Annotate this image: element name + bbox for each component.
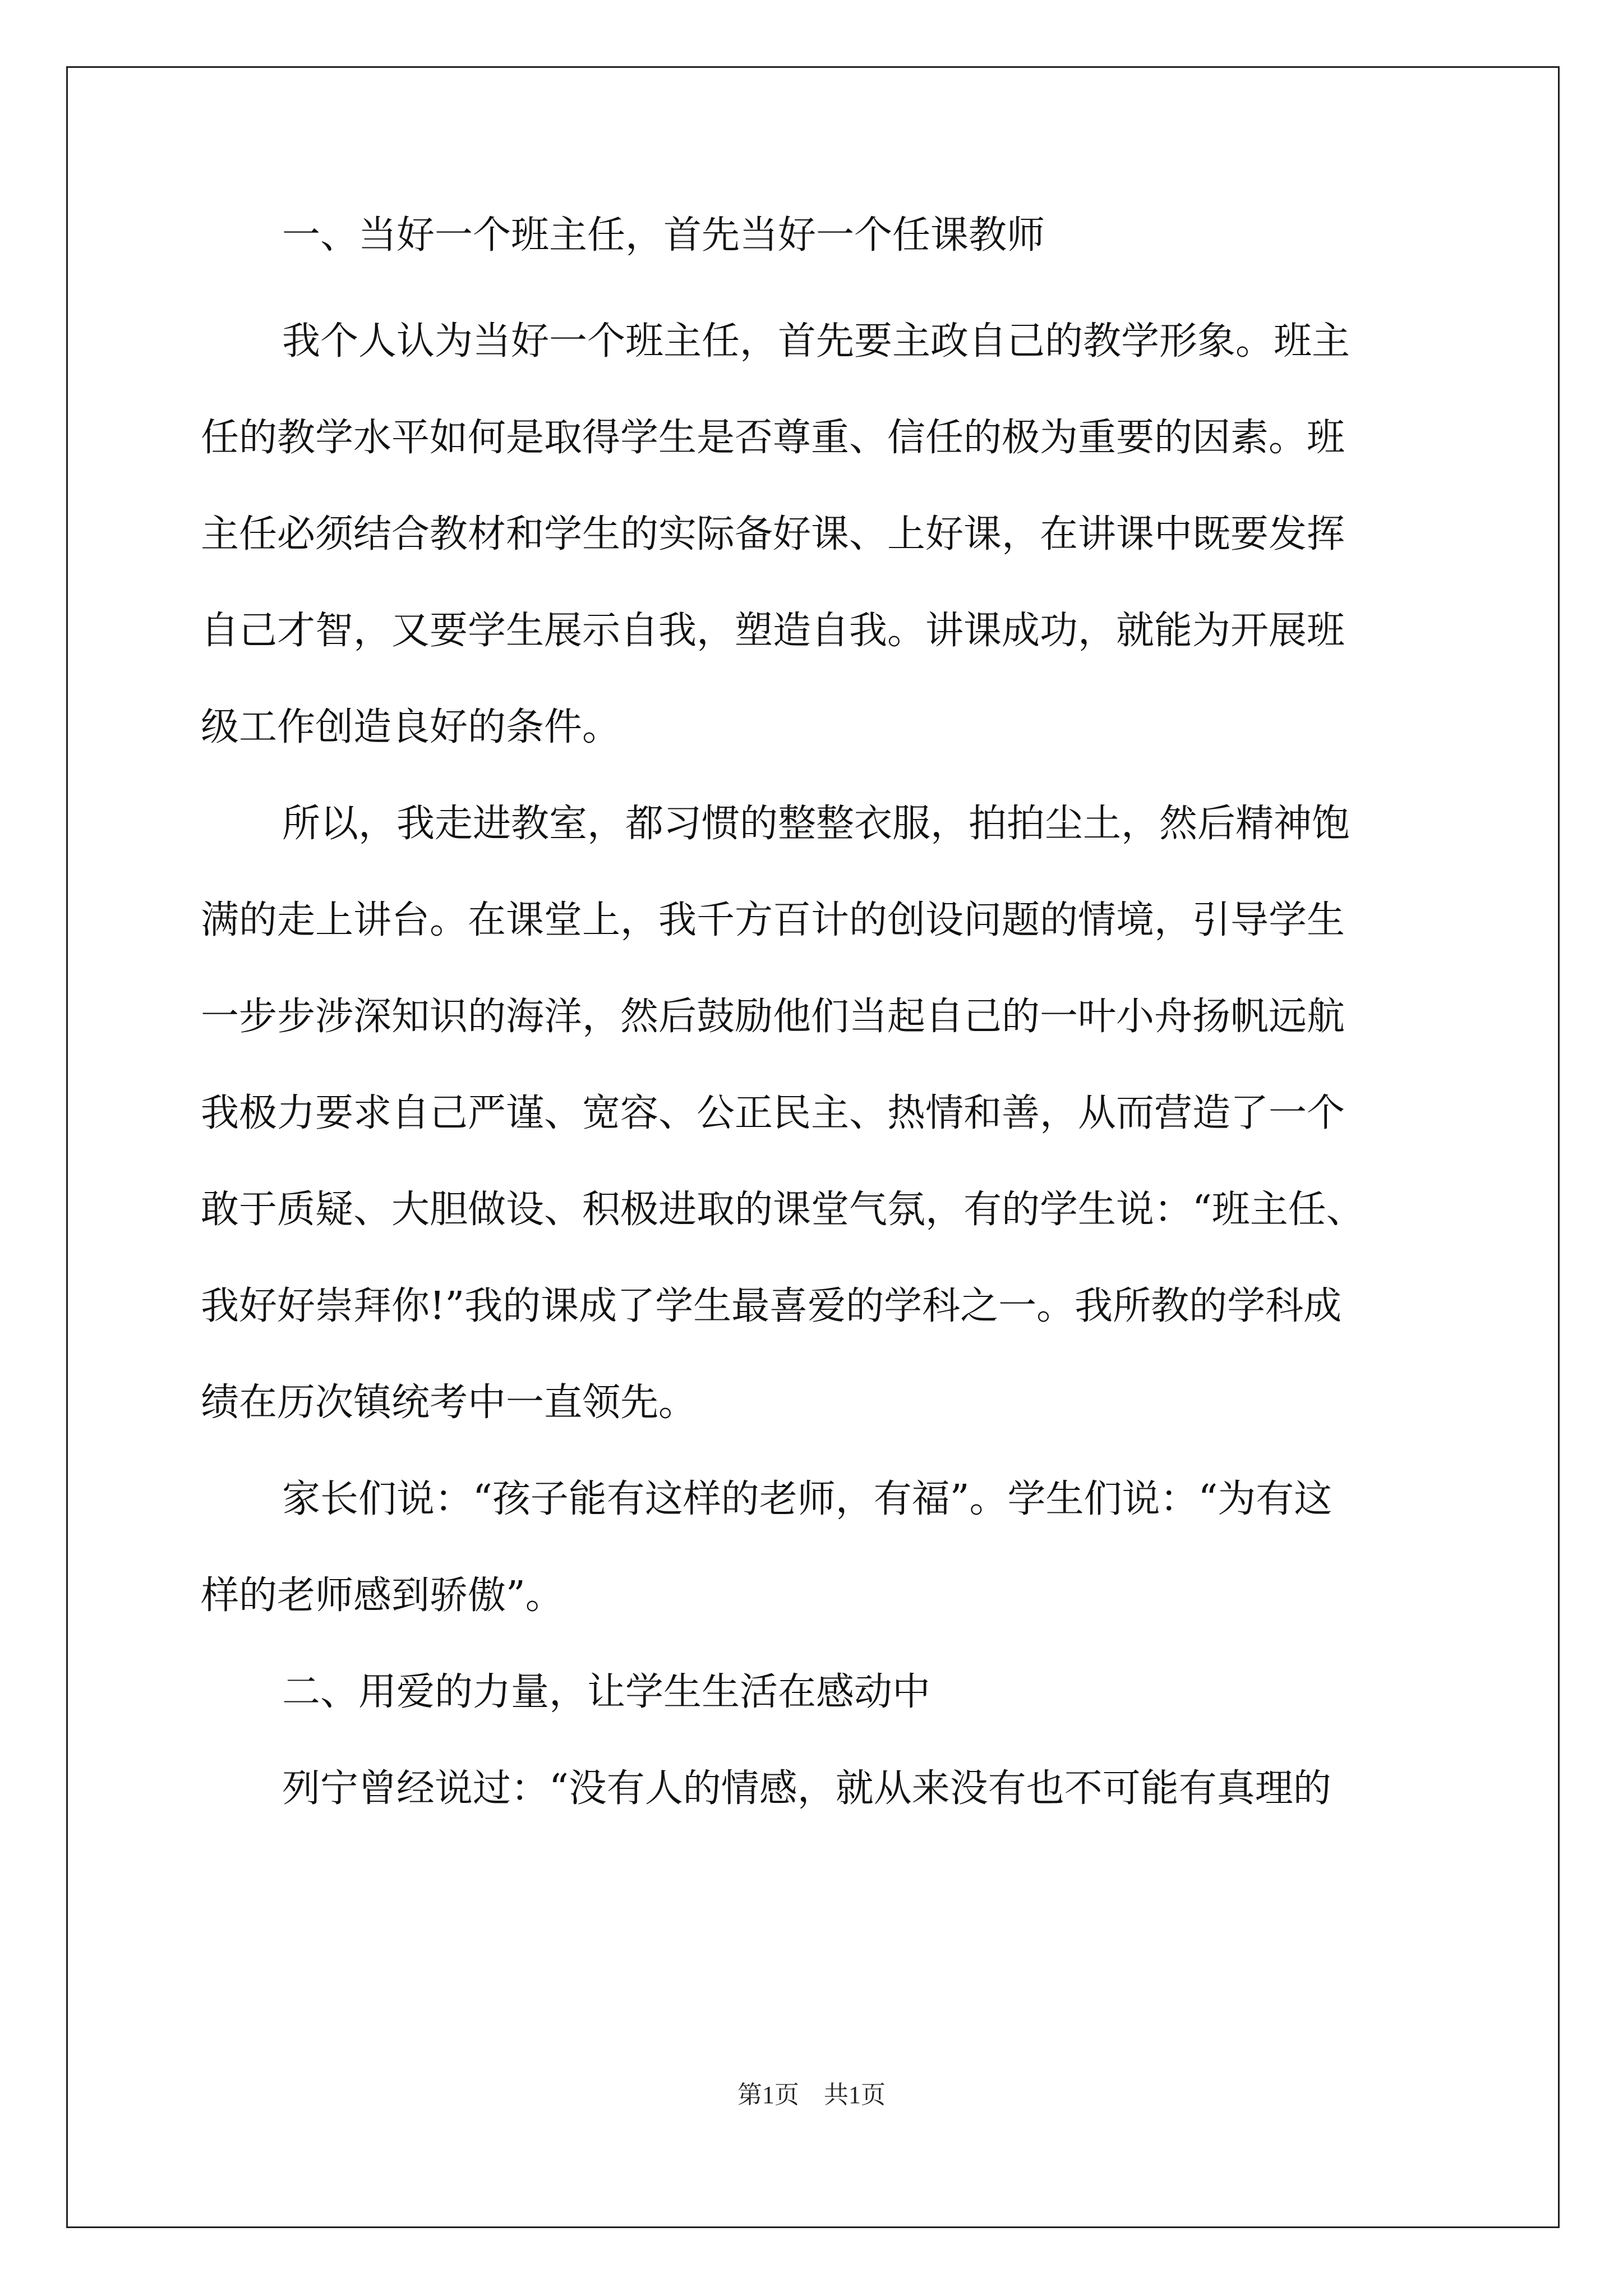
paragraph-line: 满的走上讲台。在课堂上，我千方百计的创设问题的情境，引导学生 [201, 898, 1345, 942]
section-heading-1: 一、当好一个班主任，首先当好一个任课教师 [282, 213, 1045, 257]
paragraph-line: 所以，我走进教室，都习惯的整整衣服，拍拍尘土，然后精神饱 [282, 802, 1350, 846]
paragraph-line: 级工作创造良好的条件。 [201, 705, 621, 749]
paragraph-line: 任的教学水平如何是取得学生是否尊重、信任的极为重要的因素。班 [201, 416, 1345, 460]
paragraph-line: 我好好崇拜你!”我的课成了学生最喜爱的学科之一。我所教的学科成 [201, 1284, 1342, 1328]
paragraph-line: 一步步涉深知识的海洋，然后鼓励他们当起自己的一叶小舟扬帆远航 [201, 995, 1345, 1039]
page-border [66, 66, 1560, 2228]
paragraph-line: 自己才智，又要学生展示自我，塑造自我。讲课成功，就能为开展班 [201, 609, 1345, 653]
paragraph-line: 我个人认为当好一个班主任，首先要主政自己的教学形象。班主 [282, 319, 1350, 364]
paragraph-line: 绩在历次镇统考中一直领先。 [201, 1381, 697, 1425]
page-footer: 第1页 共1页 [737, 2081, 886, 2109]
paragraph-line: 我极力要求自己严谨、宽容、公正民主、热情和善，从而营造了一个 [201, 1091, 1345, 1135]
section-heading-2: 二、用爱的力量，让学生生活在感动中 [282, 1670, 931, 1714]
paragraph-line: 样的老师感到骄傲”。 [201, 1573, 564, 1618]
paragraph-line: 敢于质疑、大胆做设、积极进取的课堂气氛，有的学生说：“班主任、 [201, 1188, 1364, 1232]
paragraph-line: 家长们说：“孩子能有这样的老师，有福”。学生们说：“为有这 [282, 1477, 1332, 1521]
paragraph-line: 主任必须结合教材和学生的实际备好课、上好课，在讲课中既要发挥 [201, 512, 1345, 556]
paragraph-line: 列宁曾经说过：“没有人的情感，就从来没有也不可能有真理的 [282, 1766, 1331, 1811]
